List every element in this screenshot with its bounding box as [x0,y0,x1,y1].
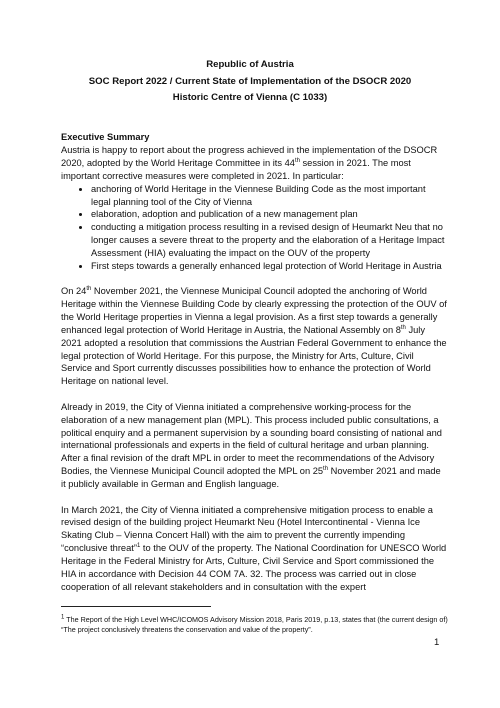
list-item: • elaboration, adoption and publication of a new management plan [91,208,447,221]
list-item: • conducting a mitigation process resulting in a revised design of Heumarkt Neu that no longer causes a severe threat to the property and the elaboration of a Heritage Impact Assessment (HIA) evaluating the impact on the OUV of the property [91,221,447,260]
list-item: • First steps towards a generally enhanced legal protection of World Heritage in Austria [91,260,447,273]
footnote-separator [61,606,211,607]
page-number: 1 [434,637,440,648]
executive-summary-intro: Austria is happy to report about the progress achieved in the implementation of the DSOCR 2020, adopted by the World Heritage Committee in its 44th session in 2021. The most important corrective measures were completed in 2021. In particular: [61,144,438,181]
footnote [61,615,449,635]
header-report-title: SOC Report 2022 / Current State of Implementation of the DSOCR 2020 [88,75,412,87]
corrective-measures-list [61,183,447,273]
paragraph-mitigation-process: In March 2021, the City of Vienna initiated a comprehensive mitigation process to enable a revised design of the building project Heumarkt Neu (Hotel Intercontinental - Vienna Ice Skating Club – Vienna Concert Hall) with the aim to prevent the currently impending “conclusive threat”$^1$ to the OUV of the property. The National Coordination for UNESCO World Heritage in the Federal Ministry for Arts, Culture, Civil Service and Sport commissioned the HIA in accordance with Decision 44 COM 7A. 32. The process was carried out in close cooperation of all relevant stakeholders and in consultation with the expert [61,504,447,592]
paragraph-management-plan: Already in 2019, the City of Vienna initiated a comprehensive working-process for the elaboration of a new management plan (MPL). This process included public consultations, a political enquiry and a permanent supervision by a sounding board consisting of national and international professionals and experts in the field of cultural heritage and urban planning. After a final revision of the draft MPL in order to meet the recommendations of the Advisory Bodies, the Viennese Municipal Council adopted the MPL on 25th November 2021 and made it publicly available in German and English language. [61,401,442,490]
document-body [61,131,447,606]
footnote-marker: 1 [61,614,65,621]
section-title-executive-summary: Executive Summary [61,132,150,142]
list-item: • anchoring of World Heritage in the Viennese Building Code as the most important legal planning tool of the City of Vienna [91,183,447,209]
header-country: Republic of Austria [206,59,294,70]
footnote-text: The Report of the High Level WHC/ICOMOS Advisory Mission 2018, Paris 2019, p.13, states that (the current design of) “The project conclusively threatens the conservation and value of the property”. [61,615,448,634]
header-property: Historic Centre of Vienna (C 1033) [172,92,328,103]
paragraph-building-code: On 24th November 2021, the Viennese Municipal Council adopted the anchoring of World Heritage within the Viennese Building Code by clearly expressing the protection of the OUV of the World Heritage properties in Vienna a legal provision. As a first step towards a generally enhanced legal protection of World Heritage in Austria, the National Assembly on 8th July 2021 adopted a resolution that commissions the Austrian Federal Government to enhance the legal protection of World Heritage. For this purpose, the Ministry for Arts, Culture, Civil Service and Sport currently discusses possibilities how to enhance the protection of World Heritage on national level. [61,285,447,387]
document-header [0,57,500,107]
